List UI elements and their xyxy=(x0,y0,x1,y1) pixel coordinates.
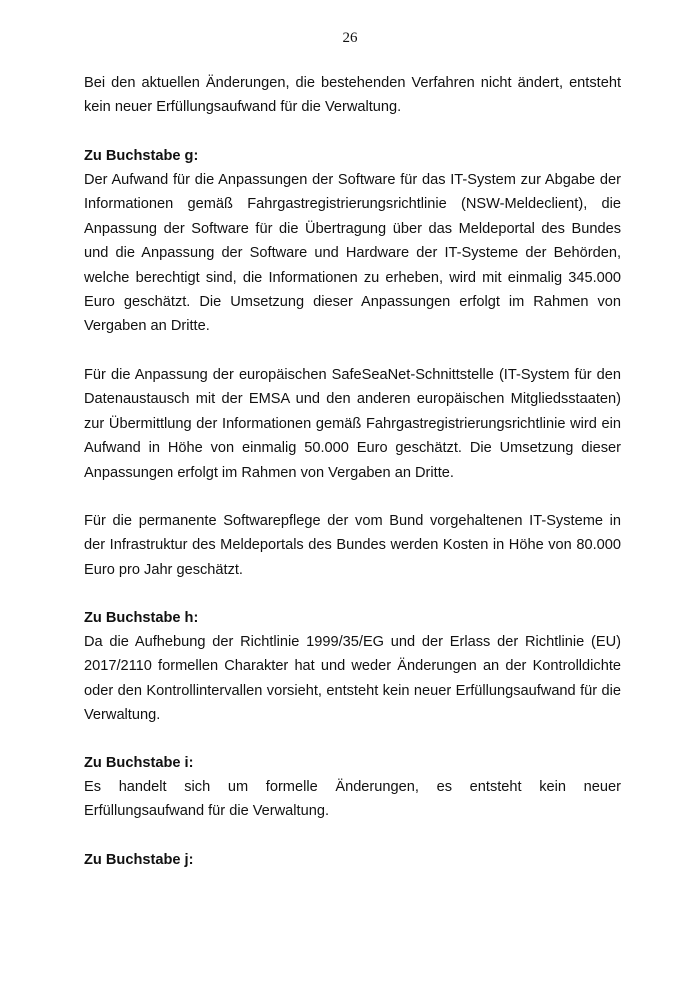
paragraph-g-3: Für die permanente Softwarepflege der vom Bund vorgehaltenen IT-Systeme in der Infrastruktur des Meldeportals des Bundes werden Kosten in Höhe von 80.000 Euro pro Jahr geschätzt. xyxy=(84,513,621,578)
intro-paragraph: Bei den aktuellen Änderungen, die bestehenden Verfahren nicht ändert, entsteht kein neuer Erfüllungsaufwand für die Verwaltung. xyxy=(84,75,621,116)
paragraph-g-2: Für die Anpassung der europäischen SafeSeaNet-Schnittstelle (IT-System für den Datenaustausch mit der EMSA und den anderen europäischen Mitgliedsstaaten) zur Übermittlung der Informationen gemäß Fahrgastregistrierungsrichtlinie wird ein Aufwand in Höhe von einmalig 50.000 Euro geschätzt. Die Umsetzung dieser Anpassungen erfolgt im Rahmen von Vergaben an Dritte. xyxy=(84,367,621,481)
page-number: 26 xyxy=(342,30,358,46)
heading-buchstabe-h: Zu Buchstabe h: xyxy=(84,610,199,626)
heading-buchstabe-g: Zu Buchstabe g: xyxy=(84,148,199,164)
heading-buchstabe-j: Zu Buchstabe j: xyxy=(84,852,194,868)
paragraph-h: Da die Aufhebung der Richtlinie 1999/35/EG und der Erlass der Richtlinie (EU) 2017/2110 formellen Charakter hat und weder Änderungen an der Kontrolldichte oder den Kontrollintervallen vorsieht, entsteht kein neuer Erfüllungsaufwand für die Verwaltung. xyxy=(84,634,621,724)
paragraph-i: Es handelt sich um formelle Änderungen, es entsteht kein neuer Erfüllungsaufwand für die Verwaltung. xyxy=(84,779,621,820)
paragraph-g-1: Der Aufwand für die Anpassungen der Software für das IT-System zur Abgabe der Informationen gemäß Fahrgastregistrierungsrichtlinie (NSW-Meldeclient), die Anpassung der Software für die Übertragung über das Meldeportal des Bundes und die Anpassung der Software und Hardware der IT-Systeme der Behörden, welche berechtigt sind, die Informationen zu erheben, wird mit einmalig 345.000 Euro geschätzt. Die Umsetzung dieser Anpassungen erfolgt im Rahmen von Vergaben an Dritte. xyxy=(84,172,621,335)
heading-buchstabe-i: Zu Buchstabe i: xyxy=(84,755,194,771)
